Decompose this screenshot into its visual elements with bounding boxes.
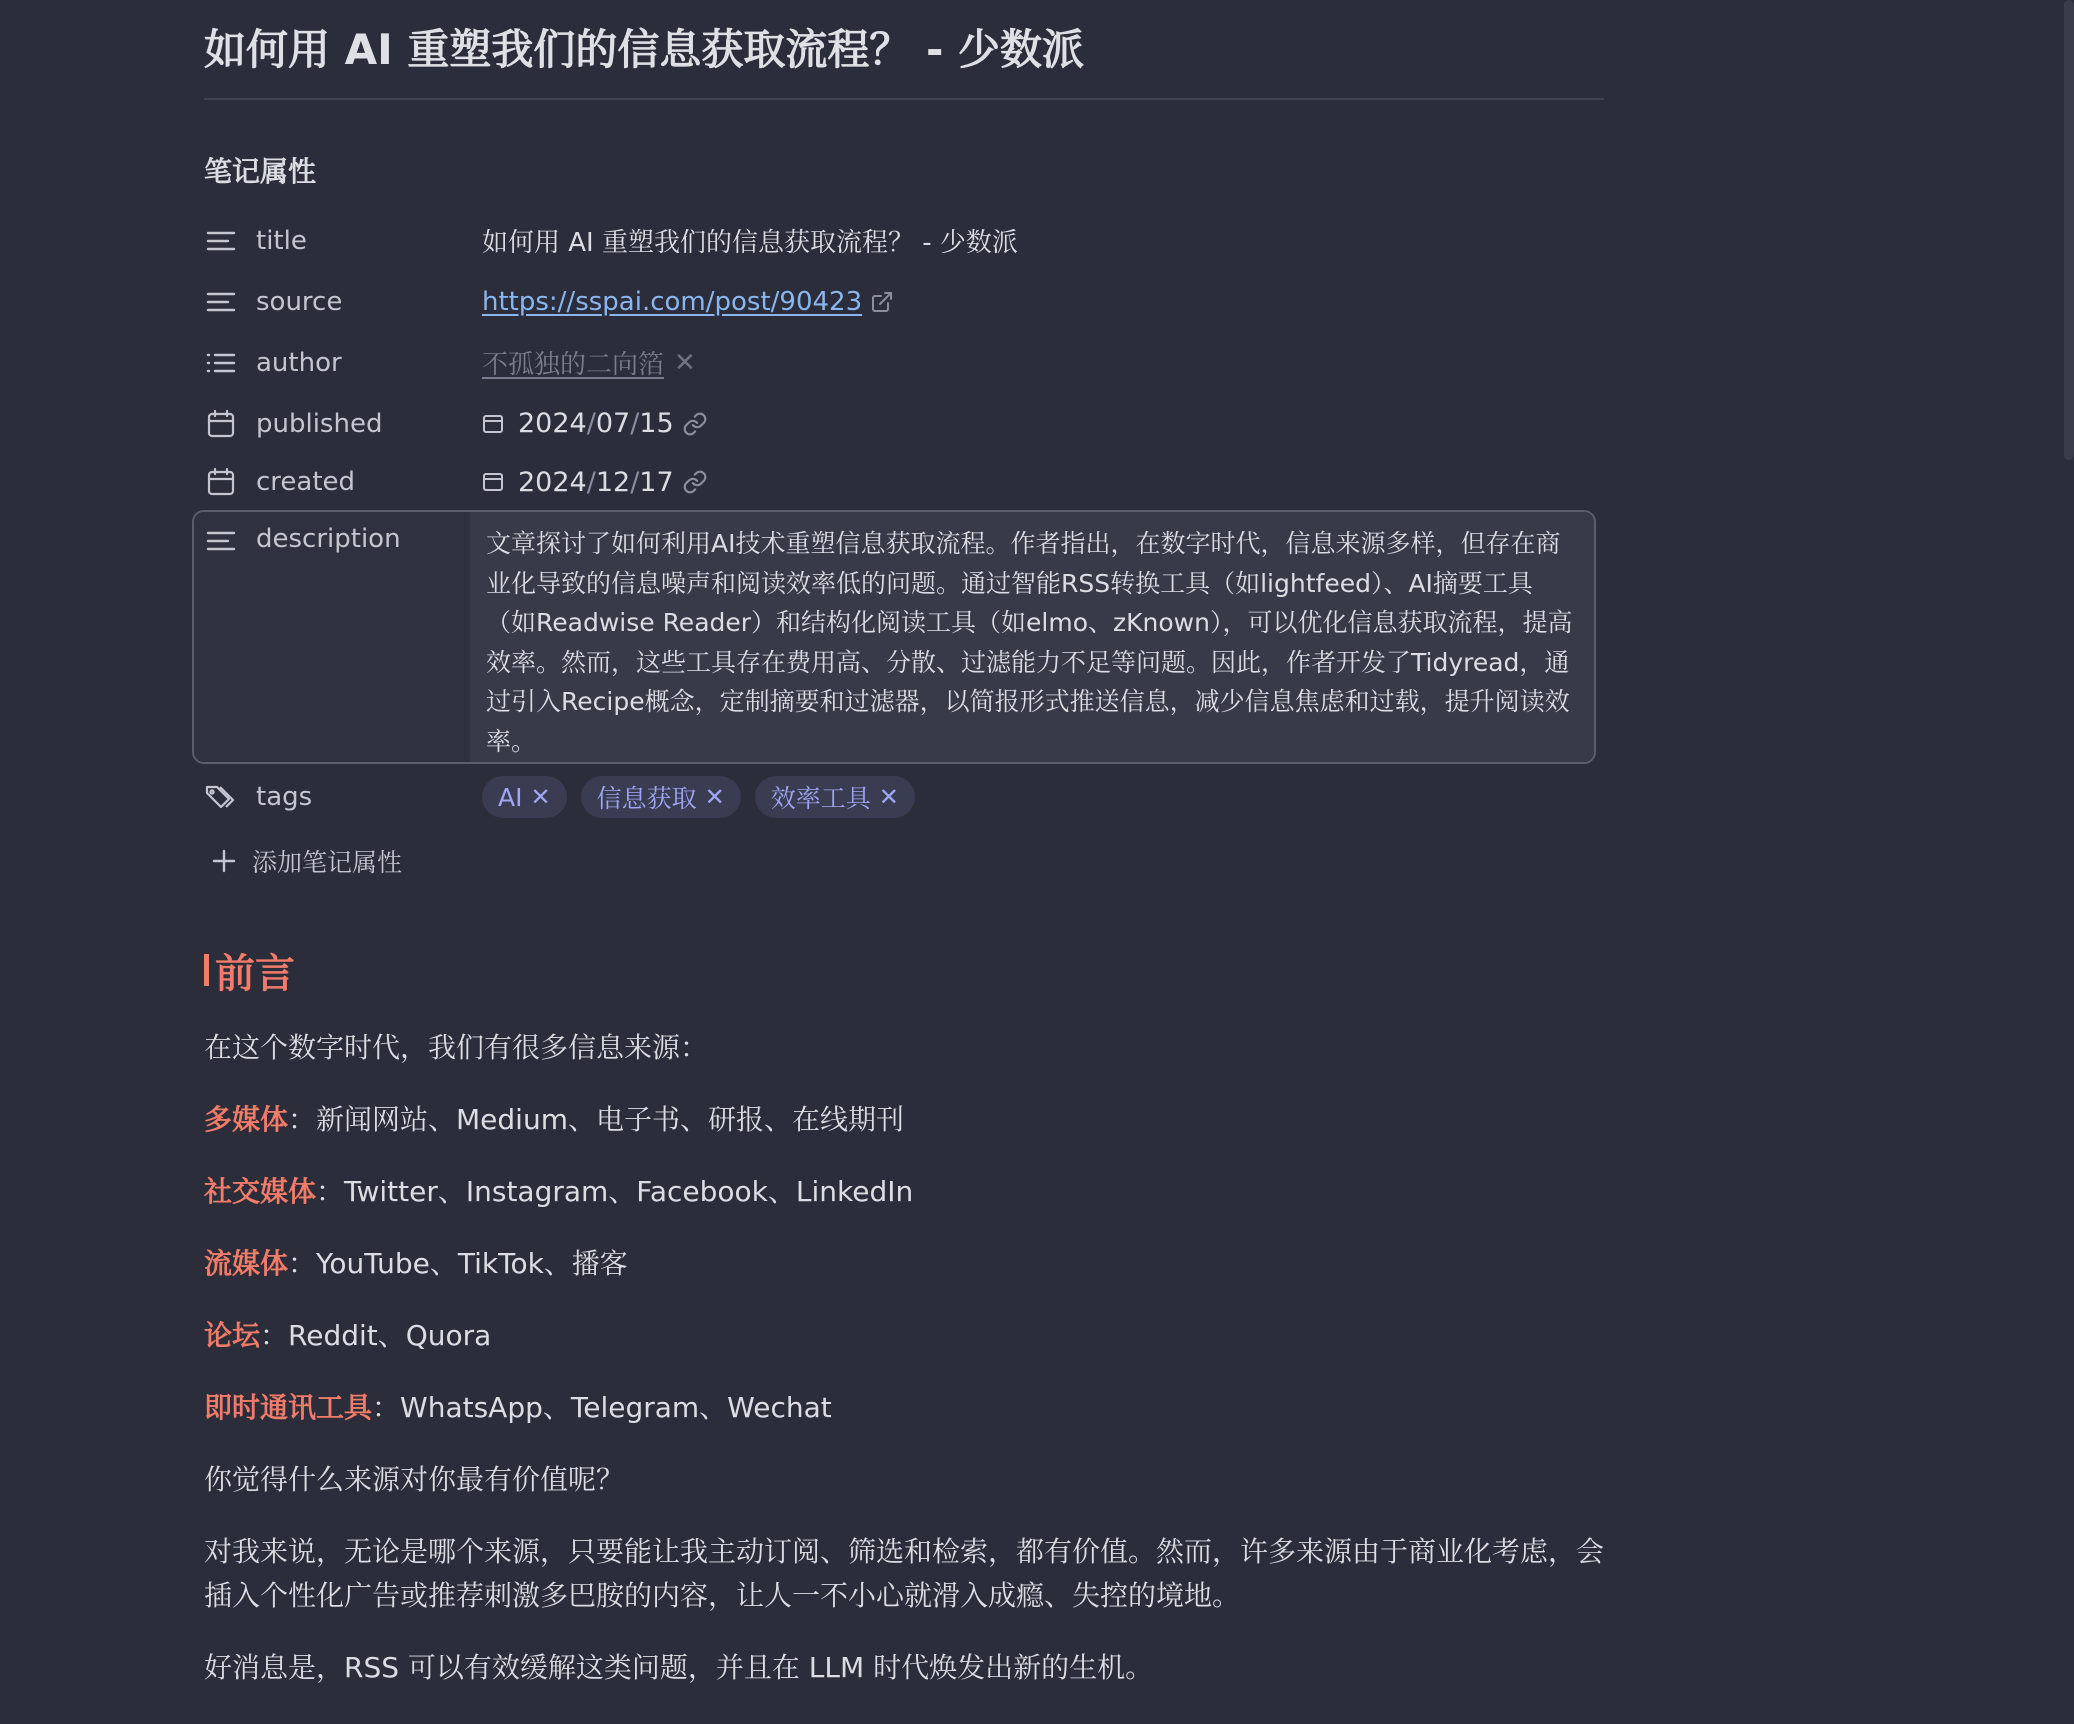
paragraph-question[interactable]: 你觉得什么来源对你最有价值呢？ bbox=[204, 1463, 625, 1496]
source-text: ：YouTube、TikTok、播客 bbox=[288, 1247, 628, 1280]
tags-icon bbox=[204, 780, 238, 814]
property-key-author[interactable] bbox=[204, 346, 482, 380]
property-value-title[interactable]: 如何用 AI 重塑我们的信息获取流程？ - 少数派 bbox=[482, 228, 1018, 258]
paragraph-body[interactable]: 好消息是，RSS 可以有效缓解这类问题，并且在 LLM 时代焕发出新的生机。 bbox=[204, 1651, 1154, 1684]
source-item[interactable] bbox=[204, 1314, 1604, 1358]
property-value-source bbox=[482, 287, 894, 317]
source-text: ：新闻网站、Medium、电子书、研报、在线期刊 bbox=[288, 1103, 904, 1136]
source-link[interactable]: https://sspai.com/post/90423 bbox=[482, 286, 863, 317]
property-key-created[interactable] bbox=[204, 465, 482, 499]
list-icon bbox=[204, 346, 238, 380]
remove-tag-icon[interactable]: ✕ bbox=[878, 783, 899, 811]
text-lines-icon bbox=[204, 285, 238, 319]
external-link-icon[interactable] bbox=[870, 290, 894, 314]
scrollbar[interactable] bbox=[2064, 0, 2074, 460]
source-text: ：WhatsApp、Telegram、Wechat bbox=[372, 1391, 832, 1424]
property-value-published[interactable] bbox=[482, 408, 708, 439]
date-calendar-icon bbox=[482, 413, 504, 435]
source-item[interactable] bbox=[204, 1098, 1604, 1142]
note-content bbox=[204, 0, 1604, 1690]
property-tags bbox=[204, 764, 1604, 830]
property-created bbox=[204, 454, 1604, 510]
source-label: 论坛 bbox=[204, 1319, 261, 1352]
source-label: 即时通讯工具 bbox=[204, 1391, 373, 1424]
property-key-label: tags bbox=[256, 782, 313, 812]
property-key-label: title bbox=[256, 225, 307, 256]
date-calendar-icon bbox=[482, 471, 504, 493]
properties-panel bbox=[204, 210, 1604, 892]
property-key-published[interactable] bbox=[204, 407, 482, 441]
tag-chip[interactable] bbox=[755, 776, 915, 818]
properties-heading[interactable]: 笔记属性 bbox=[204, 155, 317, 188]
section-heading-text: 前言 bbox=[215, 950, 295, 997]
created-month: 12 bbox=[595, 466, 631, 498]
published-month: 07 bbox=[595, 408, 631, 439]
property-key-tags[interactable] bbox=[204, 780, 482, 814]
tag-label: AI bbox=[498, 782, 523, 812]
property-key-label: created bbox=[256, 467, 356, 497]
paragraph-intro[interactable]: 在这个数字时代，我们有很多信息来源： bbox=[204, 1031, 709, 1064]
page-title[interactable]: 如何用 AI 重塑我们的信息获取流程？ - 少数派 bbox=[204, 0, 1604, 100]
date-separator: / bbox=[586, 408, 596, 439]
text-lines-icon bbox=[204, 524, 238, 558]
section-heading[interactable] bbox=[204, 944, 1604, 996]
property-key-title[interactable] bbox=[204, 224, 482, 258]
source-label: 社交媒体 bbox=[204, 1175, 317, 1208]
remove-tag-icon[interactable]: ✕ bbox=[704, 783, 725, 811]
property-source bbox=[204, 271, 1604, 332]
add-property-label: 添加笔记属性 bbox=[252, 848, 403, 877]
property-key-label: description bbox=[256, 524, 401, 554]
paragraph-body[interactable]: 对我来说，无论是哪个来源，只要能让我主动订阅、筛选和检索，都有价值。然而，许多来源由于商业化考虑，会插入个性化广告或推荐刺激多巴胺的内容，让人一不小心就滑入成瘾、失控的境地。 bbox=[204, 1535, 1605, 1612]
property-description bbox=[192, 510, 1596, 764]
source-item[interactable] bbox=[204, 1386, 1604, 1430]
add-property-button[interactable] bbox=[210, 830, 1604, 892]
link-chain-icon[interactable] bbox=[682, 469, 708, 495]
text-cursor bbox=[204, 954, 209, 986]
author-link[interactable]: 不孤独的二向箔 bbox=[482, 350, 665, 380]
property-key-source[interactable] bbox=[204, 285, 482, 319]
property-key-label: author bbox=[256, 347, 342, 378]
tag-chip[interactable] bbox=[482, 776, 567, 818]
source-label: 多媒体 bbox=[204, 1103, 289, 1136]
source-text: ：Reddit、Quora bbox=[260, 1319, 492, 1352]
tag-label: 效率工具 bbox=[770, 784, 871, 813]
property-key-description[interactable] bbox=[194, 512, 470, 762]
property-value-created[interactable] bbox=[482, 467, 708, 498]
remove-author-icon[interactable]: ✕ bbox=[674, 347, 696, 378]
date-separator: / bbox=[586, 466, 596, 498]
link-chain-icon[interactable] bbox=[682, 411, 708, 437]
property-published bbox=[204, 393, 1604, 454]
calendar-icon bbox=[204, 407, 238, 441]
published-day: 15 bbox=[639, 408, 674, 439]
source-item[interactable] bbox=[204, 1170, 1604, 1214]
text-lines-icon bbox=[204, 224, 238, 258]
property-key-label: published bbox=[256, 408, 383, 439]
tag-chip[interactable] bbox=[581, 776, 741, 818]
remove-tag-icon[interactable]: ✕ bbox=[530, 783, 551, 811]
property-author bbox=[204, 332, 1604, 393]
created-year: 2024 bbox=[518, 466, 587, 498]
created-day: 17 bbox=[639, 466, 674, 498]
published-year: 2024 bbox=[518, 408, 587, 439]
calendar-icon bbox=[204, 465, 238, 499]
description-editor[interactable]: 文章探讨了如何利用AI技术重塑信息获取流程。作者指出，在数字时代，信息来源多样，但存在商业化导致的信息噪声和阅读效率低的问题。通过智能RSS转换工具（如lightfeed）、AI摘要工具（如Readwise Reader）和结构化阅读工具（如elmo、zKnown），可以优化信息获取流程，提高效率。然而，这些工具存在费用高、分散、过滤能力不足等问题。因此，作者开发了Tidyread，通过引入Recipe概念，定制摘要和过滤器，以简报形式推送信息，减少信息焦虑和过载，提升阅读效率。 bbox=[470, 512, 1594, 762]
property-title bbox=[204, 210, 1604, 271]
property-key-label: source bbox=[256, 286, 343, 317]
property-value-author bbox=[482, 344, 696, 381]
tag-label: 信息获取 bbox=[596, 784, 697, 813]
date-separator: / bbox=[630, 408, 640, 439]
date-separator: / bbox=[630, 466, 640, 498]
source-text: ：Twitter、Instagram、Facebook、LinkedIn bbox=[316, 1175, 914, 1208]
plus-icon bbox=[210, 847, 240, 875]
source-item[interactable] bbox=[204, 1242, 1604, 1286]
property-value-tags bbox=[482, 776, 929, 818]
source-label: 流媒体 bbox=[204, 1247, 289, 1280]
